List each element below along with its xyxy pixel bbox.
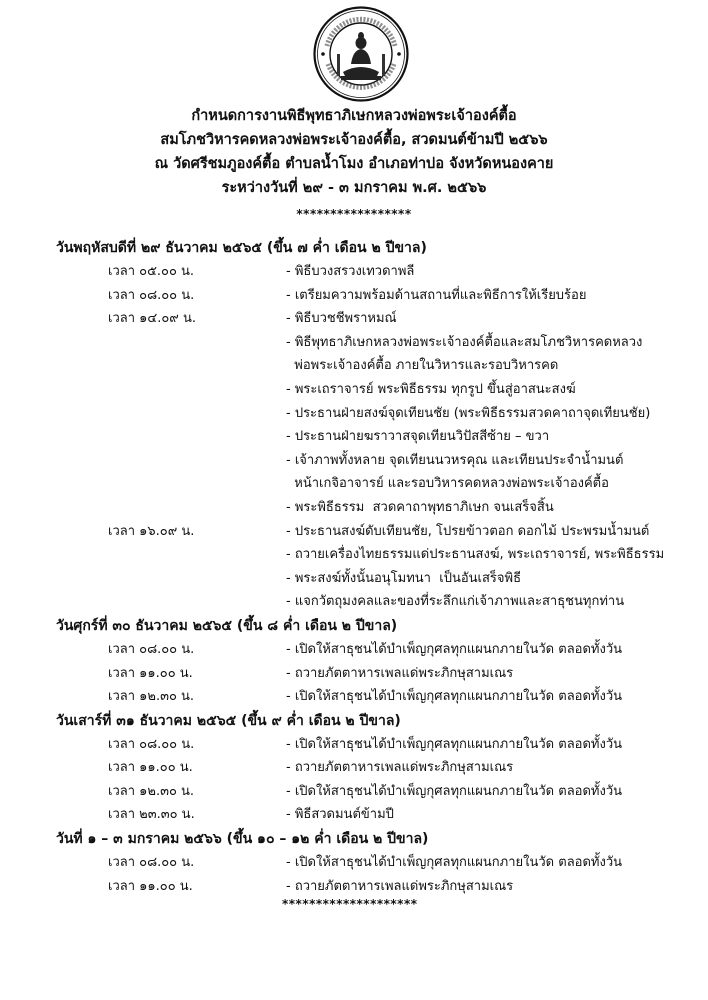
schedule-row	[56, 875, 696, 899]
row-description: - พิธีบวชชีพราหมณ์	[286, 311, 397, 327]
schedule-row	[56, 543, 696, 567]
row-description: - ประธานฝ่ายสงฆ์จุดเทียนชัย (พระพิธีธรรมสวดคาถาจุดเทียนชัย)	[286, 405, 651, 421]
day-heading: วันพฤหัสบดีที่ ๒๙ ธันวาคม ๒๕๖๕ (ขึ้น ๗ ค่ำ เดือน ๒ ปีขาล)	[56, 240, 427, 256]
row-time: เวลา ๐๘.๐๐ น.	[108, 641, 195, 657]
row-description: - ประธานฝ่ายฆราวาสจุดเทียนวิปัสสีซ้าย – ขวา	[286, 429, 550, 445]
row-description: - เปิดให้สาธุชนได้บำเพ็ญกุศลทุกแผนกภายในวัด ตลอดทั้งวัน	[286, 783, 623, 799]
row-description: - พิธีบวงสรวงเทวดาพลี	[286, 264, 415, 279]
day-section	[56, 709, 696, 827]
schedule-row	[56, 307, 696, 331]
row-description: พ่อพระเจ้าองค์ตื้อ ภายในวิหารและรอบวิหารคด	[286, 358, 559, 374]
row-time: เวลา ๑๔.๐๙ น.	[108, 311, 196, 327]
schedule	[56, 236, 696, 898]
row-description: - เจ้าภาพทั้งหลาย จุดเทียนนวหรคุณ และเทียนประจำน้ำมนต์	[286, 452, 624, 468]
schedule-row	[56, 780, 696, 804]
row-time: เวลา ๑๒.๓๐ น.	[108, 689, 195, 705]
document-header	[0, 104, 708, 200]
row-time: เวลา ๒๓.๓๐ น.	[108, 807, 195, 823]
row-description: - เปิดให้สาธุชนได้บำเพ็ญกุศลทุกแผนกภายในวัด ตลอดทั้งวัน	[286, 855, 623, 871]
schedule-row	[56, 567, 696, 591]
schedule-row	[56, 803, 696, 827]
schedule-row	[56, 520, 696, 544]
row-description: - พิธีพุทธาภิเษกหลวงพ่อพระเจ้าองค์ตื้อและสมโภชวิหารคดหลวง	[286, 334, 643, 350]
row-time: เวลา ๑๑.๐๐ น.	[108, 665, 193, 681]
row-description: - เตรียมความพร้อมด้านสถานที่และพิธีการให้เรียบร้อย	[286, 287, 587, 303]
temple-seal-logo	[313, 6, 409, 102]
day-section	[56, 827, 696, 898]
schedule-row	[56, 733, 696, 757]
day-section	[56, 236, 696, 614]
row-description: - พระเถราจารย์ พระพิธีธรรม ทุกรูป ขึ้นสู่อาสนะสงฆ์	[286, 381, 576, 397]
row-time: เวลา ๑๒.๓๐ น.	[108, 783, 195, 799]
schedule-row	[56, 685, 696, 709]
footer-divider: ********************	[282, 897, 418, 911]
schedule-row	[56, 851, 696, 875]
header-divider: *****************	[296, 207, 412, 221]
schedule-row	[56, 496, 696, 520]
row-time: เวลา ๑๑.๐๐ น.	[108, 878, 193, 894]
schedule-row	[56, 590, 696, 614]
day-section	[56, 614, 696, 709]
row-time: เวลา ๐๘.๐๐ น.	[108, 287, 195, 303]
document-title: กำหนดการงานพิธีพุทธาภิเษกหลวงพ่อพระเจ้าองค์ตื้อ	[191, 108, 517, 124]
row-time: เวลา ๐๘.๐๐ น.	[108, 855, 195, 871]
row-time: เวลา ๐๕.๐๐ น.	[108, 264, 195, 279]
schedule-row	[56, 260, 696, 284]
schedule-row	[56, 378, 696, 402]
row-time: เวลา ๑๑.๐๐ น.	[108, 760, 193, 776]
row-description: - พิธีสวดมนต์ข้ามปี	[286, 807, 394, 823]
schedule-row	[56, 425, 696, 449]
row-description: - พระพิธีธรรม สวดคาถาพุทธาภิเษก จนเสร็จสิ้น	[286, 499, 554, 515]
day-heading: วันที่ ๑ – ๓ มกราคม ๒๕๖๖ (ขึ้น ๑๐ – ๑๒ ค่ำ เดือน ๒ ปีขาล)	[56, 831, 429, 848]
row-time: เวลา ๑๖.๐๙ น.	[108, 523, 195, 539]
row-description: - เปิดให้สาธุชนได้บำเพ็ญกุศลทุกแผนกภายในวัด ตลอดทั้งวัน	[286, 689, 623, 705]
row-description: - พระสงฆ์ทั้งนั้นอนุโมทนา เป็นอันเสร็จพิธี	[286, 570, 522, 586]
row-description: - ถวายเครื่องไทยธรรมแด่ประธานสงฆ์, พระเถราจารย์, พระพิธีธรรม	[286, 547, 665, 563]
row-description: - ประธานสงฆ์ดับเทียนชัย, โปรยข้าวตอก ดอกไม้ ประพรมน้ำมนต์	[286, 523, 650, 539]
row-description: - เปิดให้สาธุชนได้บำเพ็ญกุศลทุกแผนกภายในวัด ตลอดทั้งวัน	[286, 641, 623, 657]
day-heading: วันศุกร์ที่ ๓๐ ธันวาคม ๒๕๖๕ (ขึ้น ๘ ค่ำ เดือน ๒ ปีขาล)	[56, 617, 398, 634]
day-heading: วันเสาร์ที่ ๓๑ ธันวาคม ๒๕๖๕ (ขึ้น ๙ ค่ำ เดือน ๒ ปีขาล)	[56, 712, 401, 729]
row-description: - ถวายภัตตาหารเพลแด่พระภิกษุสามเณร	[286, 878, 514, 894]
schedule-row	[56, 638, 696, 662]
row-description: หน้าเกจิอาจารย์ และรอบวิหารคดหลวงพ่อพระเจ้าองค์ตื้อ	[286, 476, 609, 492]
row-description: - แจกวัตถุมงคลและของที่ระลึกแก่เจ้าภาพและสาธุชนทุกท่าน	[286, 594, 625, 610]
schedule-row	[56, 449, 696, 473]
schedule-row	[56, 402, 696, 426]
schedule-row	[56, 284, 696, 308]
schedule-row	[56, 331, 696, 355]
row-time: เวลา ๐๘.๐๐ น.	[108, 736, 195, 752]
row-description: - ถวายภัตตาหารเพลแด่พระภิกษุสามเณร	[286, 760, 514, 776]
document-subtitle: สมโภชวิหารคดหลวงพ่อพระเจ้าองค์ตื้อ, สวดมนต์ข้ามปี ๒๕๖๖	[160, 132, 548, 148]
date-range-line: ระหว่างวันที่ ๒๙ - ๓ มกราคม พ.ศ. ๒๕๖๖	[221, 180, 487, 196]
row-description: - เปิดให้สาธุชนได้บำเพ็ญกุศลทุกแผนกภายในวัด ตลอดทั้งวัน	[286, 736, 623, 752]
schedule-row	[56, 472, 696, 496]
row-description: - ถวายภัตตาหารเพลแด่พระภิกษุสามเณร	[286, 665, 514, 681]
venue-line: ณ วัดศรีชมภูองค์ตื้อ ตำบลน้ำโมง อำเภอท่าบ่อ จังหวัดหนองคาย	[154, 156, 554, 172]
schedule-row	[56, 662, 696, 686]
schedule-row	[56, 756, 696, 780]
schedule-row	[56, 354, 696, 378]
